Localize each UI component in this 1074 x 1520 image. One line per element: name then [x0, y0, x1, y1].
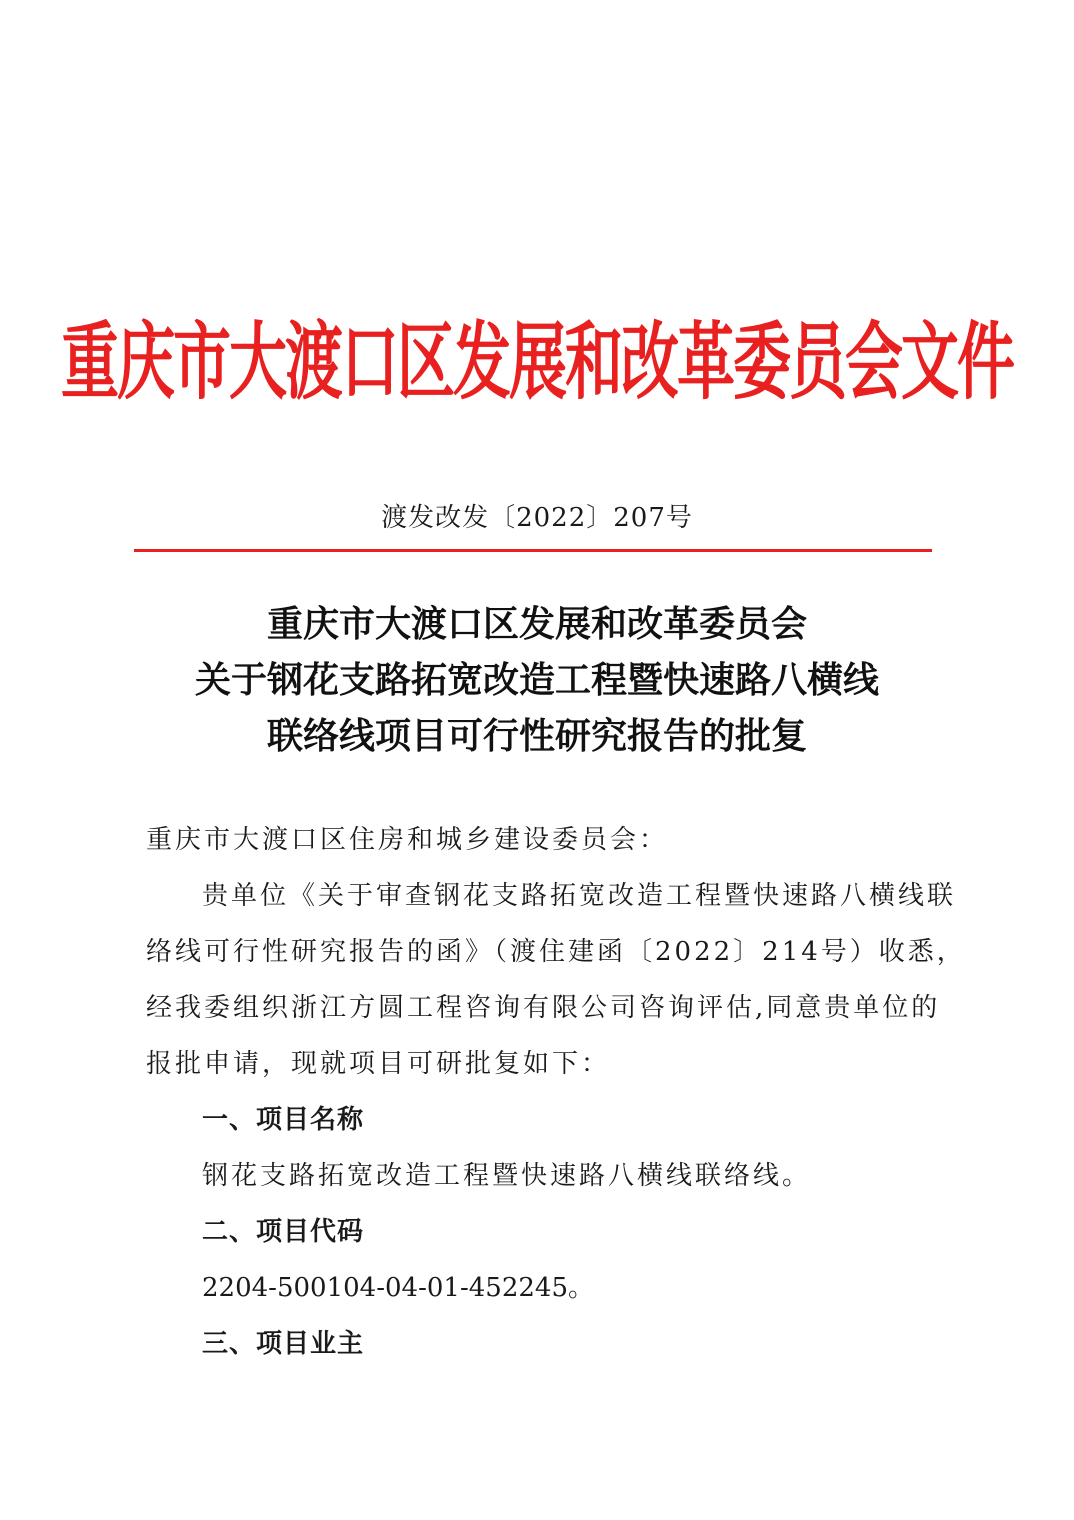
paragraph-line-1: 贵单位《关于审查钢花支路拓宽改造工程暨快速路八横线联	[202, 881, 957, 911]
paragraph-line-3: 经我委组织浙江方圆工程咨询有限公司咨询评估,同意贵单位的	[146, 993, 941, 1023]
title-line-1: 重庆市大渡口区发展和改革委员会	[266, 603, 807, 645]
salutation: 重庆市大渡口区住房和城乡建设委员会：	[146, 825, 669, 855]
section-heading-project-code: 二、项目代码	[202, 1217, 365, 1247]
title-line-2: 关于钢花支路拓宽改造工程暨快速路八横线	[194, 659, 879, 701]
section-heading-project-name: 一、项目名称	[202, 1105, 365, 1135]
section-heading-project-owner: 三、项目业主	[202, 1329, 365, 1359]
paragraph-line-2: 络线可行性研究报告的函》（渡住建函〔2022〕214号）收悉，	[146, 937, 966, 967]
red-divider-line	[134, 549, 932, 552]
paragraph-line-4: 报批申请，现就项目可研批复如下：	[146, 1049, 611, 1079]
document-title	[0, 596, 1074, 764]
title-line-3: 联络线项目可行性研究报告的批复	[266, 715, 807, 757]
section-content-project-code: 2204-500104-04-01-452245。	[202, 1273, 594, 1303]
section-content-project-name: 钢花支路拓宽改造工程暨快速路八横线联络线。	[202, 1161, 812, 1191]
masthead-title: 重庆市大渡口区发展和改革委员会文件	[60, 312, 1013, 412]
document-number: 渡发改发〔2022〕207号	[381, 503, 693, 533]
